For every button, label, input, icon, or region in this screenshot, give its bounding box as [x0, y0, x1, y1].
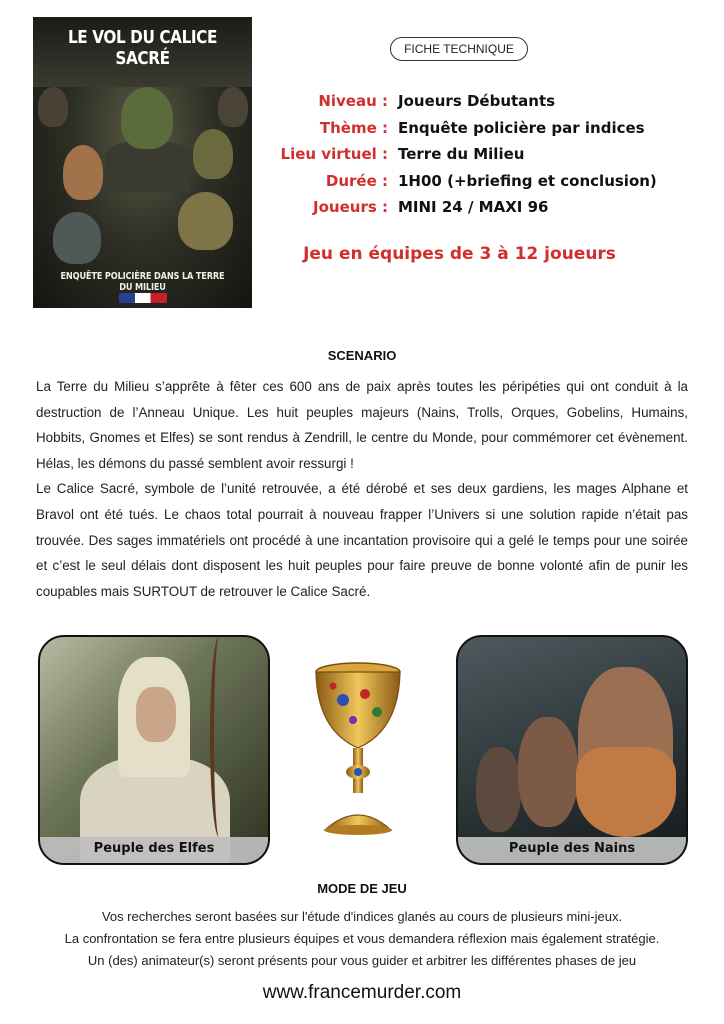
cover-subtitle: ENQUÊTE POLICIÈRE DANS LA TERRE DU MILIEU — [60, 271, 225, 293]
dwarves-caption: Peuple des Nains — [458, 837, 686, 863]
spec-key: Thème : — [319, 118, 388, 137]
cover-title: LE VOL DU CALICE SACRÉ — [67, 27, 218, 69]
chalice-image — [303, 660, 413, 840]
dwarf-figure — [476, 747, 521, 832]
mode-text — [0, 906, 724, 972]
spec-key: Joueurs : — [313, 198, 388, 216]
cover-figure — [105, 142, 190, 192]
dwarf-figure — [518, 717, 578, 827]
mode-line: Un (des) animateur(s) seront présents pour vous guider et arbitrer les différentes phases de jeu — [87, 953, 637, 968]
spec-row-duree — [278, 172, 658, 199]
cover-poster — [33, 17, 252, 308]
cover-figure — [38, 87, 68, 127]
fiche-technique-badge: FICHE TECHNIQUE — [390, 37, 528, 61]
cover-figure — [218, 87, 248, 127]
mode-heading: MODE DE JEU — [317, 881, 407, 896]
spec-value: MINI 24 / MAXI 96 — [398, 198, 549, 216]
bow-icon — [210, 637, 228, 837]
cover-figure — [121, 87, 173, 149]
cover-figure — [193, 129, 233, 179]
scenario-text — [36, 374, 688, 604]
mode-line: Vos recherches seront basées sur l'étude d'indices glanés au cours de plusieurs mini-jeux. — [101, 909, 623, 924]
elves-caption: Peuple des Elfes — [40, 837, 268, 863]
cover-figure — [63, 145, 103, 200]
spec-value: Terre du Milieu — [398, 145, 525, 163]
elves-image — [38, 635, 270, 865]
spec-key: Niveau : — [318, 92, 388, 110]
website-url: www.francemurder.com — [262, 982, 462, 1003]
spec-value: Enquête policière par indices — [398, 118, 645, 137]
team-size-note: Jeu en équipes de 3 à 12 joueurs — [303, 244, 616, 264]
scenario-paragraph: La Terre du Milieu s’apprête à fêter ces 600 ans de paix après toutes les péripéties qui ont conduit à la destruction de l’Anneau Unique. Les huit peuples majeurs (Nains, Trolls, Orques, Gobelins, Humains, Hobbits, Gnomes et Elfes) se sont rendus à Zendrill, le centre du Monde, pour commémorer cet évènement. Hélas, les démons du passé semblent avoir ressurgi ! — [36, 379, 688, 471]
spec-row-lieu — [278, 145, 658, 172]
spec-value: Joueurs Débutants — [398, 92, 556, 110]
scenario-paragraph: Le Calice Sacré, symbole de l’unité retrouvée, a été dérobé et ses deux gardiens, les mages Alphane et Bravol ont été tués. Le chaos total pourrait à nouveau frapper l’Univers si une solution rapide n’était pas trouvée. Des sages immatériels ont procédé à une incantation provisoire qui a gelé le temps pour une soirée et c’est le seul délais dont disposent les huit peuples pour faire preuve de bonne volonté afin de punir les coupables mais SURTOUT de retrouver le Calice Sacré. — [36, 481, 688, 599]
spec-key: Lieu virtuel : — [280, 145, 388, 163]
spec-row-niveau — [278, 92, 658, 119]
spec-row-theme — [278, 119, 658, 146]
brand-logo — [119, 293, 167, 303]
spec-value: 1H00 (+briefing et conclusion) — [398, 171, 657, 190]
scenario-heading: SCENARIO — [327, 348, 397, 363]
spec-key: Durée : — [325, 171, 388, 190]
elf-figure — [136, 687, 176, 742]
spec-row-joueurs — [278, 198, 658, 225]
dwarves-image — [456, 635, 688, 865]
spec-list — [278, 92, 658, 225]
mode-line: La confrontation se fera entre plusieurs équipes et vous demandera réflexion mais également stratégie. — [64, 931, 660, 946]
dwarf-figure — [576, 747, 676, 837]
cover-figure — [178, 192, 233, 250]
